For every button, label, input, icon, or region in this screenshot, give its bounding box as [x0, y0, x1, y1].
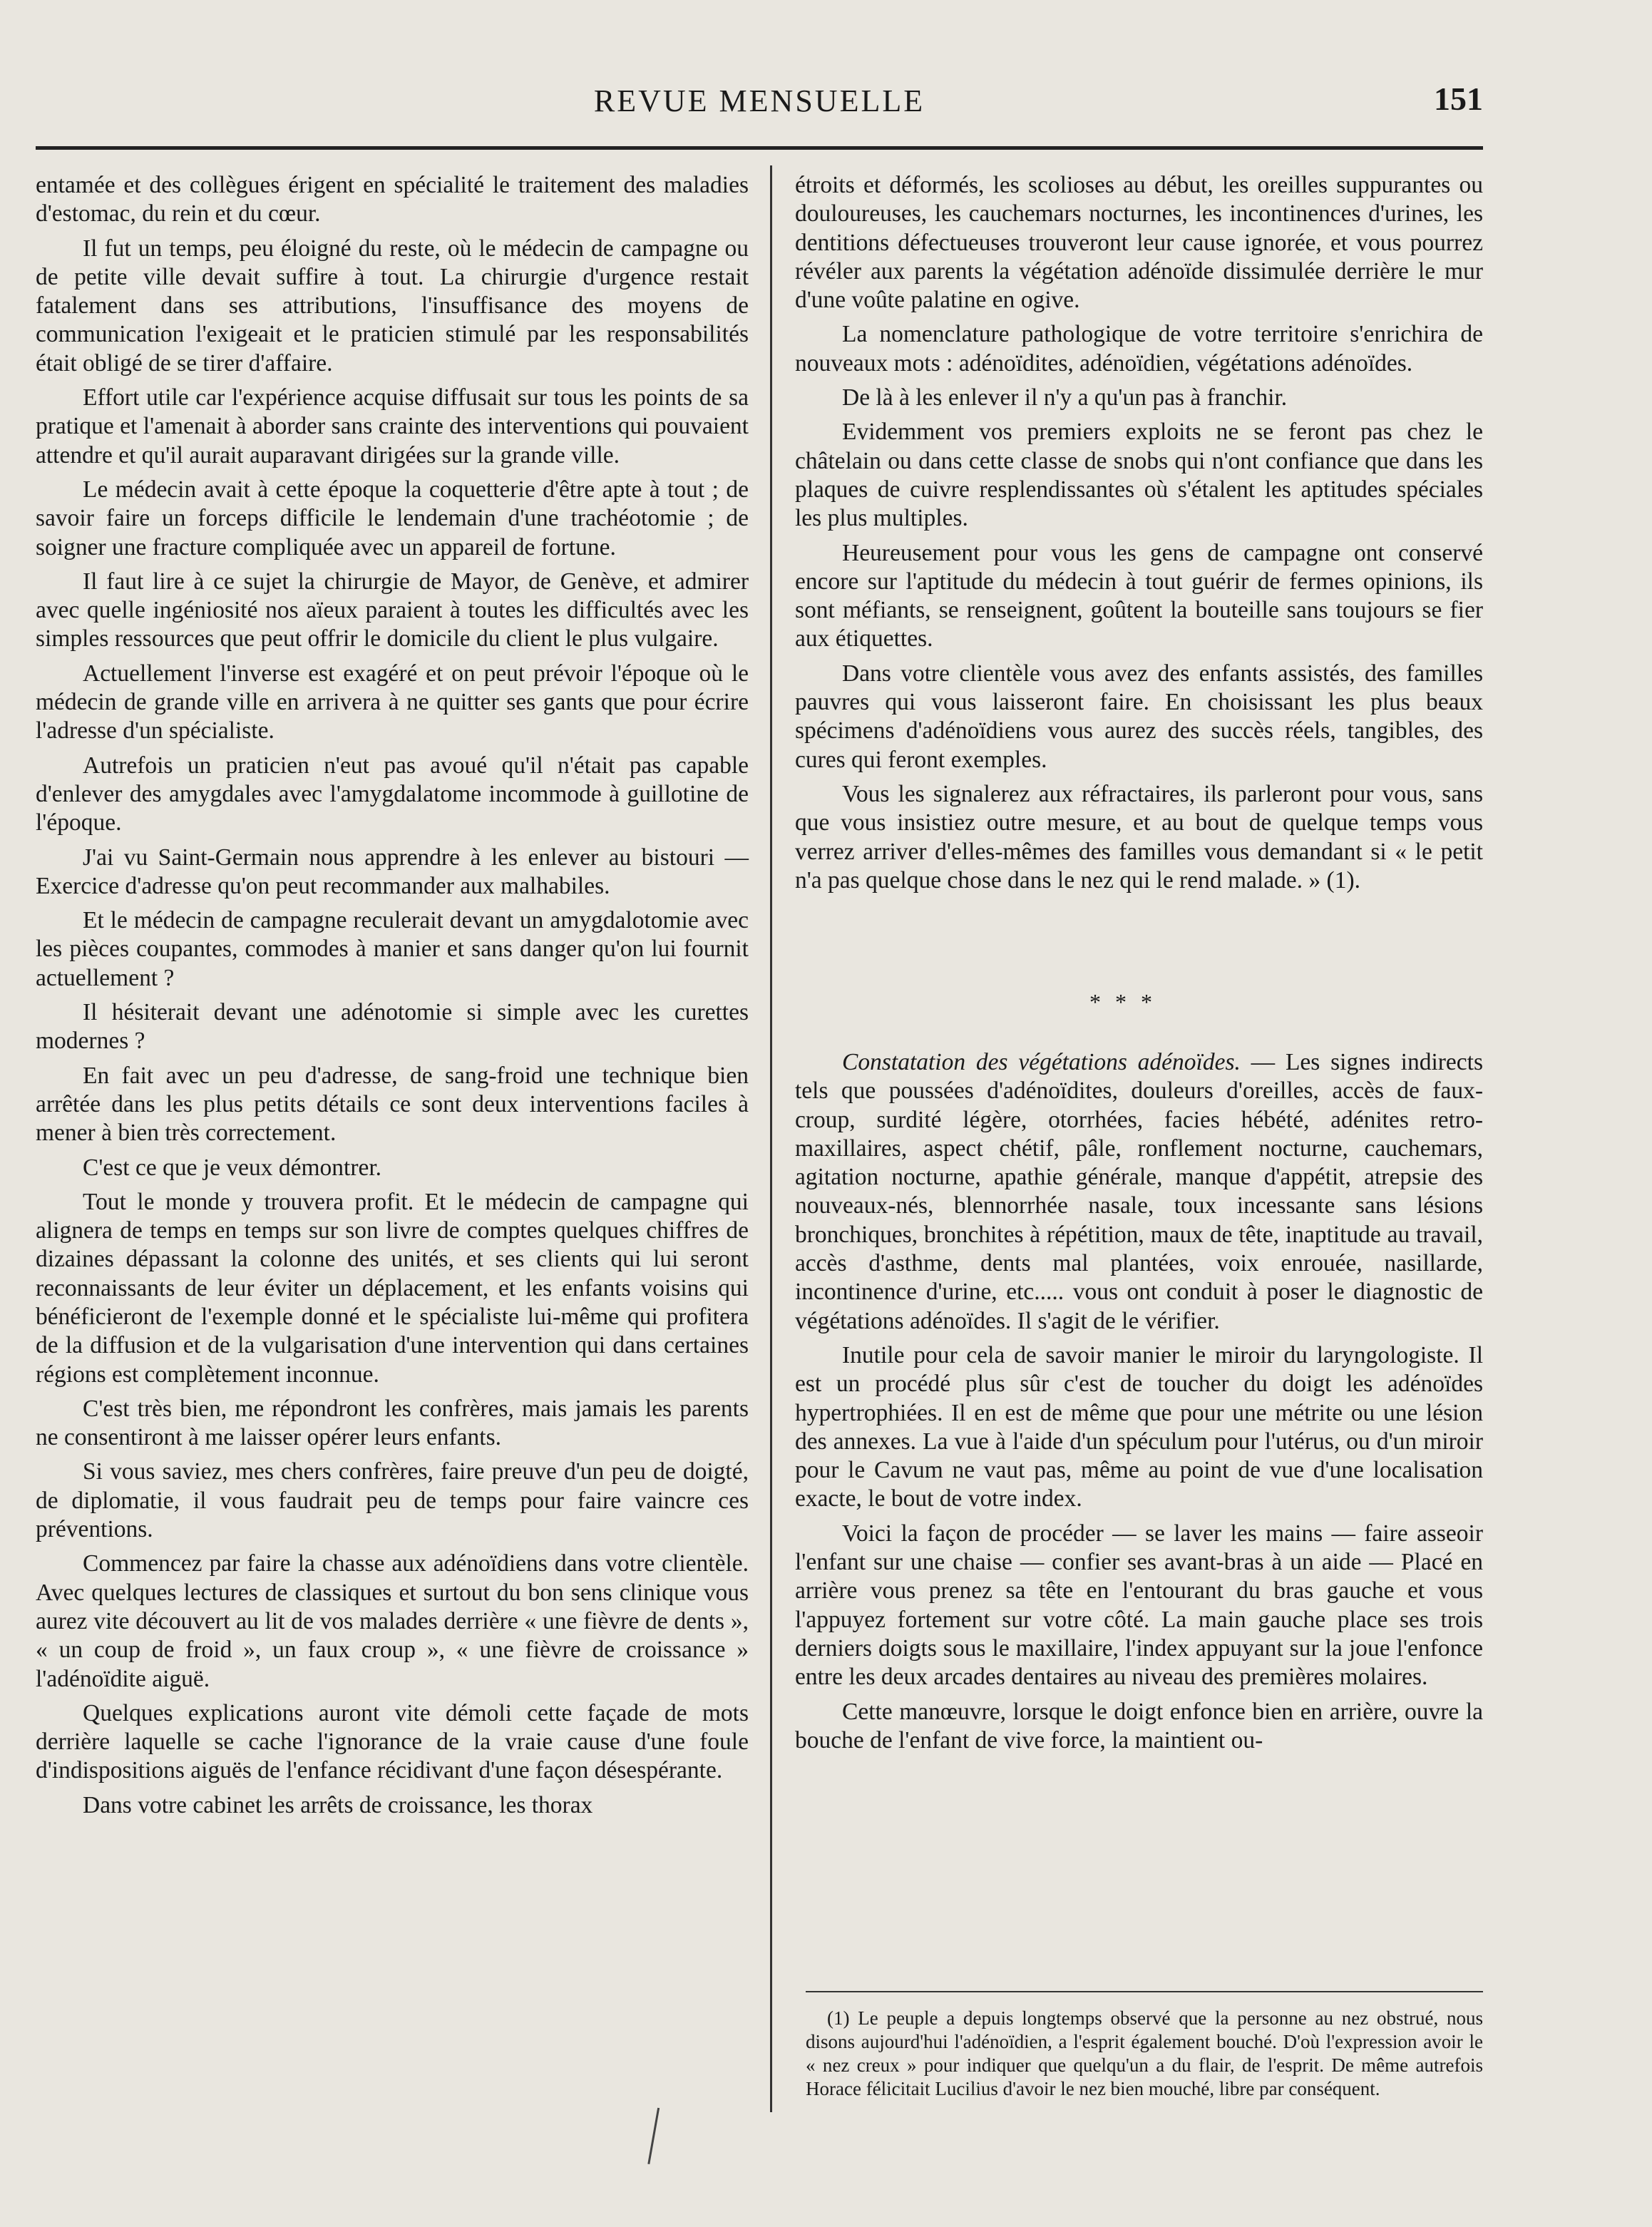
section-break-asterisks: * * *: [1089, 989, 1156, 1015]
paragraph: Evidemment vos premiers exploits ne se feront pas chez le châtelain ou dans cette classe de snobs qui n'ont confiance que dans les plaques de cuivre resplendissantes où s'étalent les aptitudes spéciales les plus multiples.: [795, 419, 1483, 532]
paragraph: C'est ce que je veux démontrer.: [83, 1154, 382, 1181]
paragraph: Le médecin avait à cette époque la coquetterie d'être apte à tout ; de savoir faire un forceps difficile le lendemain d'une trachéotomie ; de soigner une fracture compliquée avec un appareil de fortune.: [36, 476, 749, 560]
paragraph: De là à les enlever il n'y a qu'un pas à franchir.: [842, 384, 1288, 411]
page-header: [36, 77, 1483, 127]
paragraph: Vous les signalerez aux réfractaires, ils parleront pour vous, sans que vous insistiez outre mesure, et au bout de quelque temps vous verrez arriver d'elles-mêmes des familles vous demandant si « le petit n'a pas quelque chose dans le nez qui le rend malade. » (1).: [795, 780, 1483, 894]
paragraph: Effort utile car l'expérience acquise diffusait sur tous les points de sa pratique et l'amenait à aborder sans crainte des interventions qui pouvaient attendre et qu'il aurait auparavant dirigées sur la grande ville.: [36, 384, 749, 469]
paragraph: entamée et des collègues érigent en spécialité le traitement des maladies d'estomac, du rein et du cœur.: [36, 172, 749, 227]
paragraph: Commencez par faire la chasse aux adénoïdiens dans votre clientèle. Avec quelques lectures de classiques et surtout du bon sens clinique vous aurez vite découvert au lit de vos malades derrière « une fièvre de dents », « un coup de froid », un faux croup », « une fièvre de croissance » l'adénoïdite aiguë.: [36, 1550, 749, 1692]
paragraph: étroits et déformés, les scolioses au début, les oreilles suppurantes ou douloureuses, les cauchemars nocturnes, les incontinences d'urines, les dentitions défectueuses trouveront leur cause ignorée, et vous pourrez révéler aux parents la végétation adénoïde dissimulée derrière le mur d'une voûte palatine en ogive.: [795, 172, 1483, 314]
section-first-paragraph-text: — Les signes indirects tels que poussées d'adénoïdites, douleurs d'oreilles, accès de faux-croup, surdité légère, otorrhées, facies hébété, adénites retro-maxillaires, aspect chétif, pâle, ronflement nocturne, cauchemars, agitation nocturne, apathie générale, manque d'appétit, atrepsie des nouveaux-nés, blennorrhée nasale, toux incessante sans lésions bronchiques, bronchites à répétition, maux de tête, inaptitude au travail, accès d'asthme, dents mal plantées, voix enrouée, nasillarde, incontinence d'urine, etc..... vous ont conduit à poser le diagnostic de végétations adénoïdes. Il s'agit de le vérifier.: [795, 1049, 1483, 1334]
column-divider: [770, 165, 772, 2112]
footnote: [806, 2007, 1483, 2101]
section-first-paragraph: [795, 1048, 1483, 1336]
running-title: REVUE MENSUELLE: [593, 83, 925, 118]
paragraph: Si vous saviez, mes chers confrères, faire preuve d'un peu de doigté, de diplomatie, il vous faudrait peu de temps pour faire vaincre ces préventions.: [36, 1458, 749, 1543]
paragraph: Cette manœuvre, lorsque le doigt enfonce bien en arrière, ouvre la bouche de l'enfant de vive force, la maintient ou-: [795, 1698, 1483, 1754]
paragraph: Et le médecin de campagne reculerait devant un amygdalotomie avec les pièces coupantes, commodes à manier et sans danger qu'on lui fournit actuellement ?: [36, 907, 749, 991]
paragraph: En fait avec un peu d'adresse, de sang-froid une technique bien arrêtée dans les plus petits détails ce sont deux interventions faciles à mener à bien très correctement.: [36, 1062, 749, 1147]
section-heading: Constatation des végétations adénoïdes.: [842, 1049, 1241, 1075]
paragraph: Dans votre clientèle vous avez des enfants assistés, des familles pauvres qui vous laisseront faire. En choisissant les plus beaux spécimens d'adénoïdiens vous aurez des succès réels, tangibles, des cures qui feront exemples.: [795, 660, 1483, 773]
paragraph: Il hésiterait devant une adénotomie si simple avec les curettes modernes ?: [36, 999, 749, 1055]
paragraph: Quelques explications auront vite démoli cette façade de mots derrière laquelle se cache l'ignorance de la vraie cause d'une foule d'indispositions aiguës de l'enfance récidivant d'une façon désespérante.: [36, 1699, 749, 1784]
paragraph: La nomenclature pathologique de votre territoire s'enrichira de nouveaux mots : adénoïdites, adénoïdien, végétations adénoïdes.: [795, 321, 1483, 377]
paragraph: Heureusement pour vous les gens de campagne ont conservé encore sur l'aptitude du médecin à tout guérir de fermes opinions, ils sont méfiants, se renseignent, goûtent la bouteille sans toujours se fier aux étiquettes.: [795, 539, 1483, 652]
paragraph: Actuellement l'inverse est exagéré et on peut prévoir l'époque où le médecin de grande ville en arrivera à ne quitter ses gants que pour écrire l'adresse d'un spécialiste.: [36, 660, 749, 744]
paragraph: Tout le monde y trouvera profit. Et le médecin de campagne qui alignera de temps en temps sur son livre de comptes quelques chiffres de dizaines dépassant la colonne des unités, et ses clients qui lui seront reconnaissants de leur éviter un déplacement, et les enfants voisins qui bénéficieront de l'exemple donné et le spécialiste lui-même qui profitera de la diffusion et de la vulgarisation d'une intervention qui dans certaines régions est complètement inconnue.: [36, 1188, 749, 1388]
header-rule: [36, 146, 1483, 150]
paragraph: Autrefois un praticien n'eut pas avoué qu'il n'était pas capable d'enlever des amygdales avec l'amygdalatome incommode à guillotine de l'époque.: [36, 752, 749, 836]
footnote-rule: [806, 1991, 1483, 1992]
right-column-top: [795, 171, 1483, 901]
footnote-text: (1) Le peuple a depuis longtemps observé que la personne au nez obstrué, nous disons aujourd'hui l'adénoïdien, a l'esprit également bouché. D'où l'expression avoir le « nez creux » pour indiquer que quelqu'un a du flair, de l'esprit. De même autrefois Horace félicitait Lucilius d'avoir le nez bien mouché, libre par conséquent.: [806, 2007, 1483, 2099]
paragraph: Voici la façon de procéder — se laver les mains — faire asseoir l'enfant sur une chaise — confier ses avant-bras à un aide — Placé en arrière vous prenez sa tête en l'entourant du bras gauche et vous l'appuyez fortement sur votre côté. La main gauche place ses trois derniers doigts sous le maxillaire, l'index appuyant sur la joue l'enfonce entre les deux arcades dentaires au niveau des premières molaires.: [795, 1520, 1483, 1691]
paragraph: Il faut lire à ce sujet la chirurgie de Mayor, de Genève, et admirer avec quelle ingéniosité nos aïeux paraient à toutes les difficultés avec les simples ressources que peut offrir le domicile du client le plus vulgaire.: [36, 568, 749, 652]
paragraph: Dans votre cabinet les arrêts de croissance, les thorax: [83, 1791, 593, 1818]
paragraph: J'ai vu Saint-Germain nous apprendre à les enlever au bistouri — Exercice d'adresse qu'on peut recommander aux malhabiles.: [36, 844, 749, 899]
paragraph: Il fut un temps, peu éloigné du reste, où le médecin de campagne ou de petite ville devait suffire à tout. La chirurgie d'urgence restait fatalement dans ses attributions, l'insuffisance des moyens de communication l'exigeait et le praticien stimulé par les responsabilités était obligé de se tirer d'affaire.: [36, 235, 749, 377]
paragraph: C'est très bien, me répondront les confrères, mais jamais les parents ne consentiront à me laisser opérer leurs enfants.: [36, 1395, 749, 1451]
left-column: [36, 171, 749, 2139]
right-column-bottom: [795, 1048, 1483, 1761]
paragraph: Inutile pour cela de savoir manier le miroir du laryngologiste. Il est un procédé plus sûr c'est de toucher du doigt les adénoïdes hypertrophiées. Il en est de même que pour une métrite ou une lésion des annexes. La vue à l'aide d'un spéculum pour l'utérus, ou d'un miroir pour le Cavum ne vaut pas, même au point de vue d'une localisation exacte, le bout de votre index.: [795, 1341, 1483, 1512]
page-number: 151: [1434, 81, 1483, 117]
